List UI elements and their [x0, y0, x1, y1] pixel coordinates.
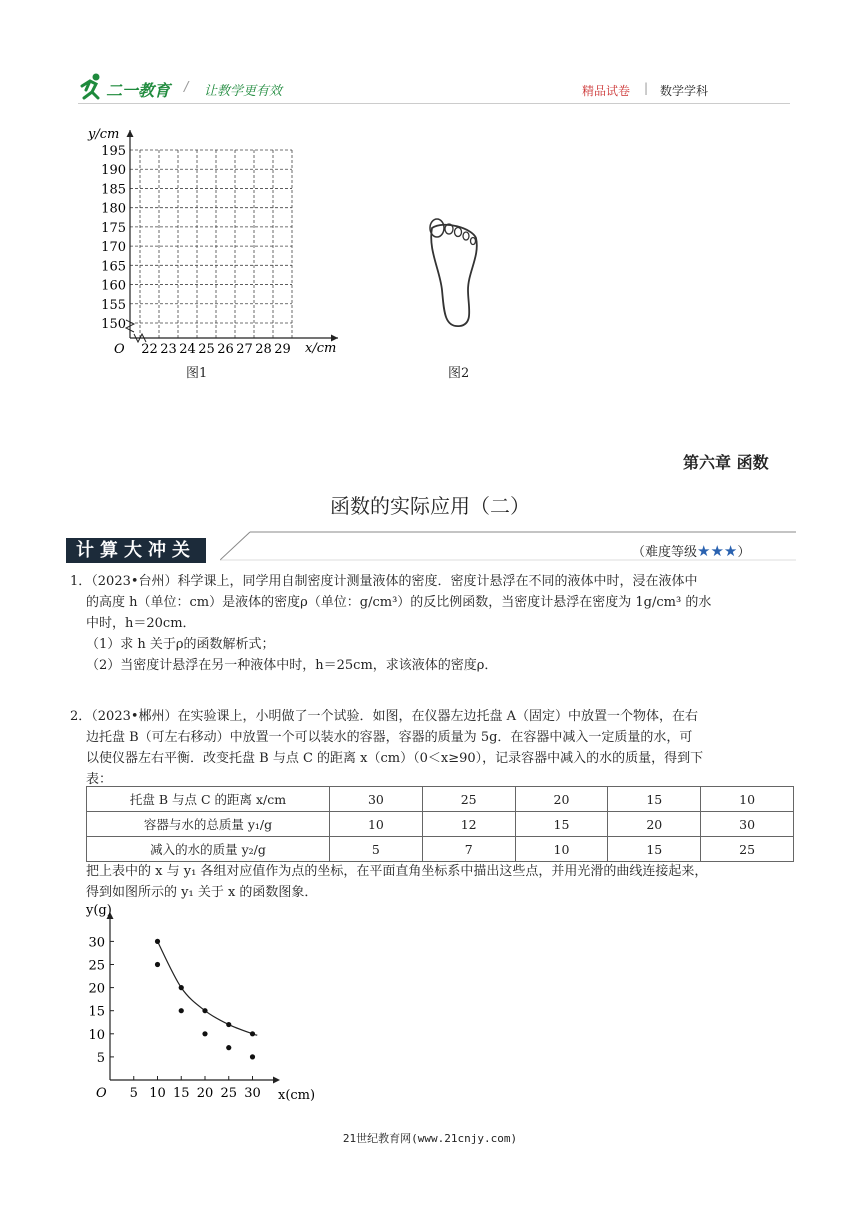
- problem-1-line-1: 1．（2023•台州）科学课上，同学用自制密度计测量液体的密度．密度计悬浮在不同的液体中时，浸在液体中: [70, 574, 698, 589]
- chart-x-axis-arrow: [273, 1077, 280, 1084]
- problem-2-line-2: 边托盘 B（可左右移动）中放置一个可以装水的容器，容器的质量为 5g．在容器中减入一定质量的水，可: [86, 730, 693, 745]
- header-divider: [78, 103, 790, 104]
- header-right-label: 精品试卷: [582, 84, 631, 98]
- y-tick-label: 185: [101, 182, 126, 198]
- chart-y-tick-label: 30: [88, 935, 105, 951]
- x-tick-label: 29: [274, 342, 291, 357]
- chart-y-tick-label: 25: [88, 958, 105, 974]
- footer: 21世纪教育网(www.21cnjy.com): [342, 1132, 518, 1145]
- y-tick-label: 165: [101, 259, 126, 275]
- problem-2-after-table: [86, 861, 806, 903]
- y-tick-label: 195: [101, 144, 126, 159]
- y1-curve: [158, 941, 258, 1035]
- y-axis-arrow: [127, 130, 134, 137]
- data-table: [86, 786, 794, 862]
- chart-x-tick-label: 10: [149, 1086, 166, 1101]
- chart-x-label: x(cm): [278, 1088, 316, 1103]
- chart-y-label: y(g): [86, 903, 112, 918]
- problem-2-line-1: 2．（2023•郴州）在实验课上，小明做了一个试验．如图，在仪器左边托盘 A（固定）中放置一个物体，在右: [70, 709, 699, 724]
- table-row: 减入的水的质量 y₂/g 5 7 10 15 25: [87, 837, 794, 862]
- grid-lines: [130, 150, 292, 338]
- chart-y-tick-label: 20: [88, 981, 105, 997]
- x-tick-label: 26: [217, 342, 234, 357]
- data-point: [179, 985, 184, 990]
- data-point: [155, 939, 160, 944]
- problem-2-after-line-2: 得到如图所示的 y₁ 关于 x 的函数图象．: [86, 885, 318, 900]
- table-row: 容器与水的总质量 y₁/g 10 12 15 20 30: [87, 812, 794, 837]
- y-axis-break-icon: [126, 320, 134, 332]
- problem-2: [70, 706, 800, 790]
- problem-2-line-4: 表：: [86, 772, 113, 787]
- x-tick-label: 25: [198, 342, 215, 357]
- y-tick-label: 190: [101, 163, 126, 179]
- problem-1-line-2: 的高度 h（单位：cm）是液体的密度ρ（单位：g/cm³）的反比例函数，当密度计悬浮在密度为 1g/cm³ 的水: [86, 595, 712, 610]
- chart-y-tick-label: 5: [96, 1050, 105, 1066]
- y-tick-label: 180: [101, 201, 126, 217]
- y-tick-label: 160: [101, 278, 126, 294]
- y-tick-label: 175: [101, 220, 126, 236]
- runner-logo-icon: [78, 72, 104, 100]
- difficulty-label: （难度等级★★★）: [632, 542, 751, 560]
- chapter-label: 第六章 函数: [683, 453, 769, 472]
- figure-1-caption: 图1: [186, 366, 208, 381]
- chart-x-tick-label: 5: [129, 1086, 138, 1101]
- header-subject: 数学学科: [660, 84, 709, 98]
- chart-x-tick-label: 20: [196, 1086, 214, 1101]
- y-tick-label: 170: [101, 240, 126, 256]
- data-point: [250, 1054, 255, 1059]
- header-separator: |: [644, 81, 649, 95]
- chart-y-tick-label: 15: [88, 1004, 105, 1020]
- data-point: [226, 1022, 231, 1027]
- banner-label: 计算大冲关: [66, 538, 206, 563]
- difficulty-stars-icon: ★★★: [697, 542, 738, 560]
- data-point: [155, 962, 160, 967]
- data-point: [202, 1031, 207, 1036]
- problem-1-question-2: （2）当密度计悬浮在另一种液体中时，h＝25cm，求该液体的密度ρ．: [86, 658, 498, 673]
- x-tick-label: 22: [141, 342, 158, 357]
- y1-function-chart: [80, 900, 330, 1110]
- chart-x-tick-label: 25: [220, 1086, 238, 1101]
- chart-y-tick-label: 10: [88, 1027, 105, 1043]
- x-tick-label: 23: [160, 342, 177, 357]
- table-row: 托盘 B 与点 C 的距离 x/cm 30 25 20 15 10: [87, 787, 794, 812]
- slogan: 让教学更有效: [204, 84, 283, 99]
- problem-1-question-1: （1）求 h 关于ρ的函数解析式；: [86, 637, 275, 652]
- y-axis-label: y/cm: [88, 127, 120, 142]
- chart-origin-label: O: [96, 1086, 107, 1101]
- y-tick-label: 150: [101, 317, 126, 332]
- figure-2-caption: 图2: [448, 366, 470, 381]
- chart-x-tick-label: 30: [244, 1086, 261, 1101]
- problem-2-after-line-1: 把上表中的 x 与 y₁ 各组对应值作为点的坐标，在平面直角坐标系中描出这些点，并用光滑的曲线连接起来，: [86, 864, 708, 879]
- origin-label: O: [114, 342, 125, 357]
- figure-1-grid-chart: [80, 120, 370, 390]
- section-banner: [66, 536, 206, 562]
- problem-2-line-3: 以使仪器左右平衡．改变托盘 B 与点 C 的距离 x（cm）（0＜x≥90），记录容器中减入的水的质量，得到下: [86, 751, 704, 766]
- data-point: [179, 1008, 184, 1013]
- chart-x-tick-label: 15: [172, 1086, 190, 1101]
- x-tick-label: 27: [236, 342, 253, 357]
- data-point: [250, 1031, 255, 1036]
- data-point: [226, 1045, 231, 1050]
- problem-1-line-3: 中时，h＝20cm．: [86, 616, 196, 631]
- x-axis-label: x/cm: [305, 341, 337, 356]
- x-tick-label: 24: [179, 342, 196, 357]
- problem-1: [70, 571, 800, 676]
- header-logo: [78, 72, 104, 104]
- logo-text: 二一教育: [106, 81, 171, 100]
- x-tick-label: 28: [255, 342, 272, 357]
- footprint-icon: [418, 210, 490, 332]
- y-tick-label: 155: [101, 297, 126, 313]
- data-point: [202, 1008, 207, 1013]
- page-title: 函数的实际应用（二）: [330, 494, 530, 518]
